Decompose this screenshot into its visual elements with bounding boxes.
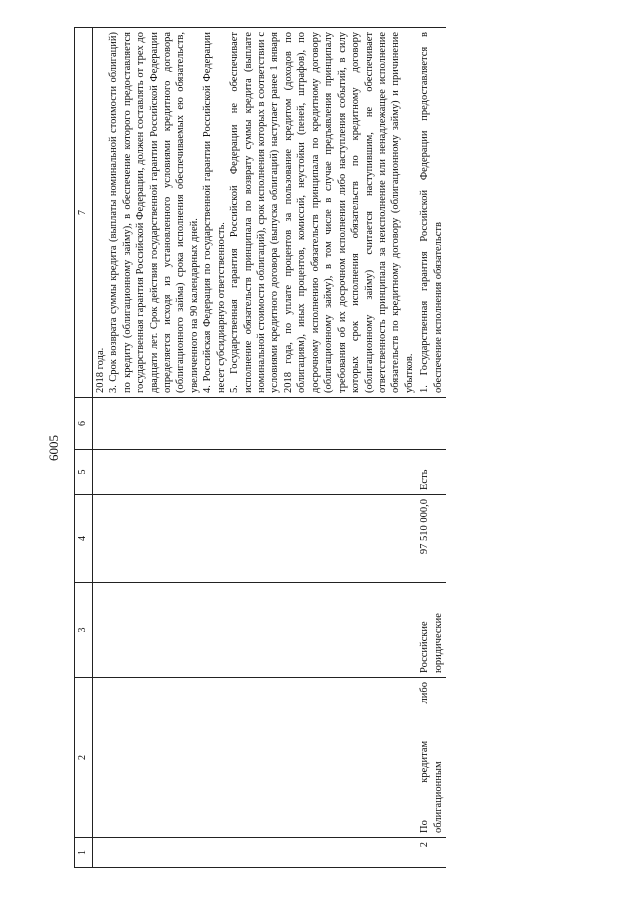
conditions-paragraph: 3. Срок возврата суммы кредита (выплаты номинальной стоимости облигаций) по кредиту (облигационному займу), в обеспечение которого предоставляется государственная гарантия Российской Федерации, должен составлять от трех до двадцати лет. Срок действия государственной гарантии Российской Федерации определяется исходя из установленного условиями кредитного договора (облигационного займа) срока исполнения обеспечиваемых ею обязательств, увеличенного на 90 календарных дней.	[108, 32, 200, 393]
table-row-continued	[92, 28, 417, 868]
collateral-cell	[417, 398, 446, 450]
cell-empty	[92, 398, 417, 450]
row-number: 2	[417, 838, 446, 868]
purpose-cell: По кредитам либо облигационным	[417, 678, 446, 838]
cell-empty	[92, 678, 417, 838]
amount-cell: 97 510 000,0	[417, 495, 446, 583]
rotated-page	[38, 28, 598, 868]
conditions-paragraph: 5. Государственная гарантия Российской Федерации не обеспечивает исполнение обязательств принципала по возврату суммы кредита (выплате номинальной стоимости облигаций), срок исполнения которых в соответствии с условиями кредитного договора (выпуска облигаций) наступает ранее 1 января 2018 года, по уплате процентов за пользование кредитом (доходов по облигациям), иных процентов, комиссий, неустойки (пеней, штрафов), по досрочному исполнению обязательств принципала по кредитному договору (облигационному займу), в том числе в случае предъявления принципалу требования об их досрочном исполнении либо наступления событий, в силу которых срок исполнения обязательств по кредитному договору (облигационному займу) считается наступившим, не обеспечивает ответственность принципала за неисполнение или ненадлежащее исполнение обязательств по кредитному договору (облигационному займу) и причинение убытков.	[229, 32, 415, 393]
col-header-1: 1	[75, 838, 93, 868]
col-header-3: 3	[75, 583, 93, 678]
col-header-2: 2	[75, 678, 93, 838]
cell-empty	[92, 583, 417, 678]
cell-empty	[92, 838, 417, 868]
page-number: 6005	[46, 435, 61, 461]
cell-empty	[92, 450, 417, 495]
conditions-paragraph: 4. Российская Федерация по государственной гарантии Российской Федерации несет субсидиарную ответственность.	[202, 32, 227, 393]
conditions-paragraph: 2018 года.	[94, 347, 106, 393]
column-number-row	[75, 28, 93, 868]
conditions-cell: 1. Государственная гарантия Российской Федерации предоставляется в обеспечение исполнения обязательств	[417, 28, 446, 398]
col-header-7: 7	[75, 28, 93, 398]
regress-cell: Есть	[417, 450, 446, 495]
table-row-2	[417, 28, 446, 868]
cell-empty	[92, 495, 417, 583]
conditions-cell	[92, 28, 417, 398]
guarantee-table	[74, 27, 446, 868]
col-header-6: 6	[75, 398, 93, 450]
col-header-5: 5	[75, 450, 93, 495]
col-header-4: 4	[75, 495, 93, 583]
principal-category-cell: Российские юридические	[417, 583, 446, 678]
